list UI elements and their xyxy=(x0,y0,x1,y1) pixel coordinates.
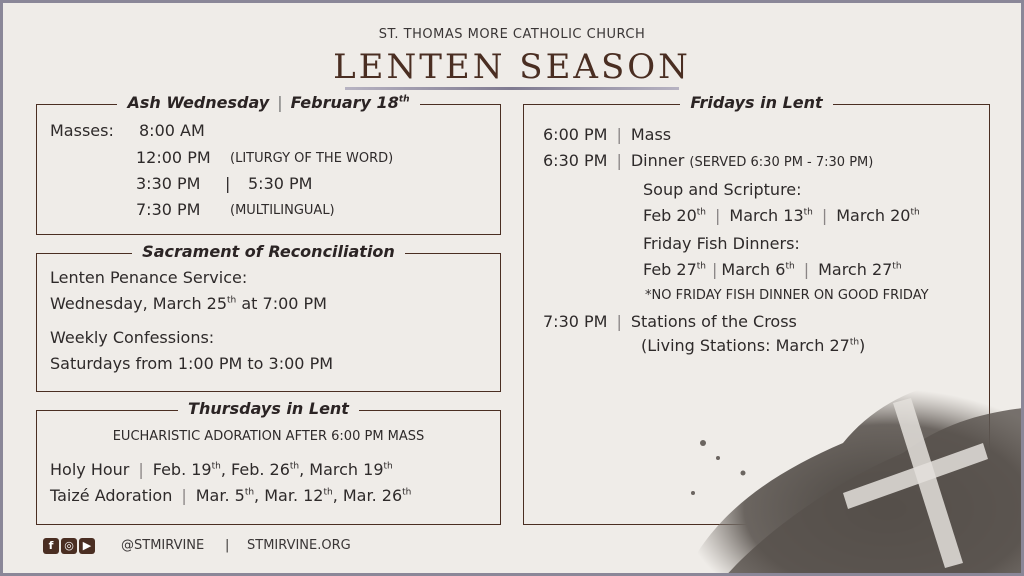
friday-dinner: 6:30 PM | Dinner (SERVED 6:30 PM - 7:30 PM) xyxy=(543,151,874,170)
mass-time-3a: 3:30 PM xyxy=(136,174,201,193)
footer xyxy=(43,538,97,554)
stations-row: 7:30 PM | Stations of the Cross xyxy=(543,312,797,331)
mass-note-2: (LITURGY OF THE WORD) xyxy=(230,151,394,166)
mass-sep: | xyxy=(225,174,231,193)
ash-wednesday-box: Ash Wednesday | February 18th xyxy=(36,104,501,235)
holy-hour-row: Holy Hour | Feb. 19th, Feb. 26th, March 19th xyxy=(50,460,393,479)
mass-time-2: 12:00 PM xyxy=(136,148,211,167)
fish-dates: Feb 27th | March 6th | March 27th xyxy=(643,260,902,279)
reconciliation-title: Sacrament of Reconciliation xyxy=(132,242,405,261)
masses-label: Masses: xyxy=(50,121,114,140)
website-link[interactable]: STMIRVINE.ORG xyxy=(247,538,351,553)
social-handle[interactable]: @STMIRVINE xyxy=(121,538,205,553)
instagram-icon[interactable]: ◎ xyxy=(61,538,77,554)
title-underline xyxy=(345,87,679,90)
fish-note: *NO FRIDAY FISH DINNER ON GOOD FRIDAY xyxy=(645,288,929,303)
church-name: ST. THOMAS MORE CATHOLIC CHURCH xyxy=(378,27,646,42)
adoration-note: EUCHARISTIC ADORATION AFTER 6:00 PM MASS xyxy=(112,429,425,444)
mass-note-4: (MULTILINGUAL) xyxy=(230,203,335,218)
ashes-cross-image xyxy=(683,363,1021,573)
penance-label: Lenten Penance Service: xyxy=(50,268,248,287)
ash-date: February 18 xyxy=(290,93,399,112)
soup-dates: Feb 20th | March 13th | March 20th xyxy=(643,206,920,225)
confessions-label: Weekly Confessions: xyxy=(50,328,215,347)
thursdays-title: Thursdays in Lent xyxy=(178,399,359,418)
mass-time-4: 7:30 PM xyxy=(136,200,201,219)
soup-label: Soup and Scripture: xyxy=(643,180,802,199)
living-stations: (Living Stations: March 27th) xyxy=(641,336,866,355)
mass-time-3b: 5:30 PM xyxy=(248,174,313,193)
penance-date: Wednesday, March 25th at 7:00 PM xyxy=(50,294,327,313)
flyer xyxy=(3,3,1021,573)
facebook-icon[interactable]: f xyxy=(43,538,59,554)
page-title: LENTEN SEASON xyxy=(333,47,691,87)
fish-label: Friday Fish Dinners: xyxy=(643,234,800,253)
fridays-title: Fridays in Lent xyxy=(680,93,832,112)
friday-mass: 6:00 PM | Mass xyxy=(543,125,672,144)
ash-title: Ash Wednesday xyxy=(127,93,270,112)
youtube-icon[interactable]: ▶ xyxy=(79,538,95,554)
footer-sep: | xyxy=(225,538,230,553)
confessions-time: Saturdays from 1:00 PM to 3:00 PM xyxy=(50,354,334,373)
taize-row: Taizé Adoration | Mar. 5th, Mar. 12th, Mar. 26th xyxy=(50,486,412,505)
mass-time-1: 8:00 AM xyxy=(139,121,205,140)
